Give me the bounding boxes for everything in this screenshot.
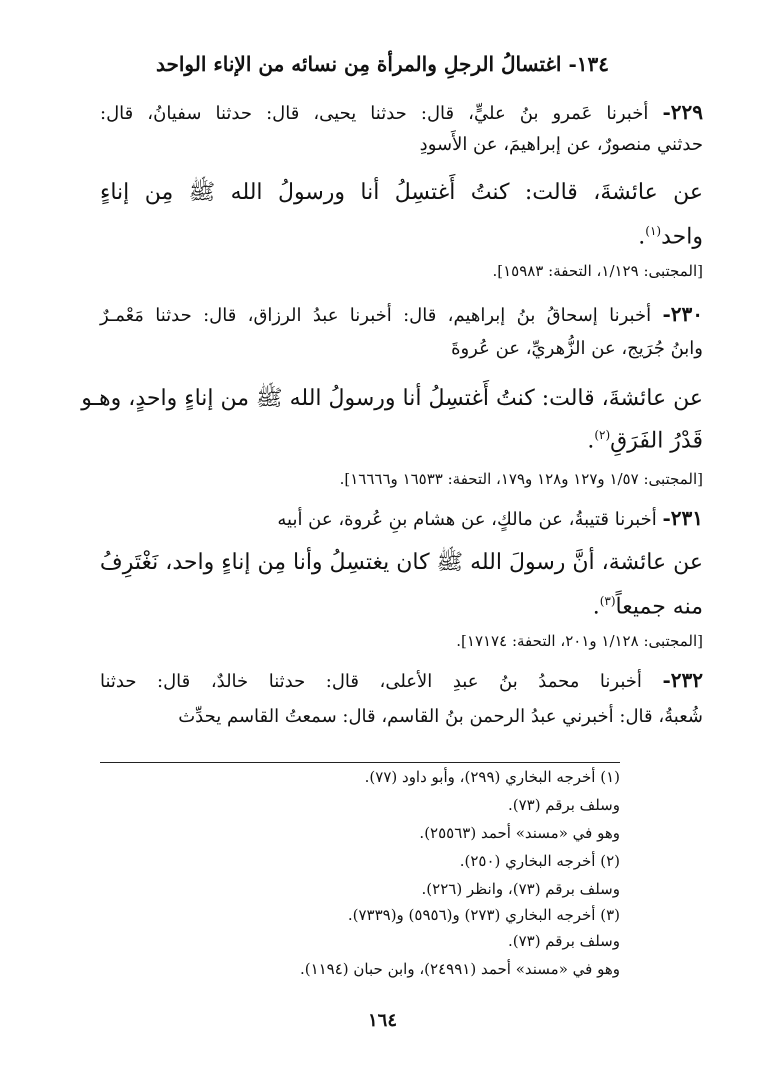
hadith-231-matn-line-2 [100, 594, 703, 621]
footnote-ref: (١) [645, 224, 662, 238]
isnad-text: أخبرنا محمدُ بنُ عبدِ الأعلى، قال: حدثنا خالدٌ، قال: حدثنا [100, 671, 642, 692]
hadith-231-matn-line-1: عن عائشة، أنَّ رسولَ الله ﷺ كان يغتسِلُ وأنا مِن إناءٍ واحد، نَغْتَرِفُ [99, 550, 703, 575]
hadith-230-matn-line-2 [100, 428, 703, 455]
matn-text: واحد [661, 224, 703, 250]
footnote-line: وهو في «مسند» أحمد (٢٤٩٩١)، وابن حبان (١١٩٤). [299, 960, 620, 978]
footnote-separator [100, 762, 620, 763]
hadith-231-reference: [المجتبى: ١/١٢٨ و٢٠١، التحفة: ١٧١٧٤]. [456, 632, 703, 650]
footnote-line: وهو في «مسند» أحمد (٢٥٥٦٣). [419, 824, 620, 842]
footnote-line: (٣) أخرجه البخاري (٢٧٣) و(٥٩٥٦) و(٧٣٣٩). [347, 906, 620, 924]
isnad-text: أخبرنا قتيبةُ، عن مالكٍ، عن هشام بنِ عُروة، عن أبيه [277, 509, 657, 530]
hadith-229-matn-line-2 [100, 224, 703, 251]
hadith-230-matn-line-1: عن عائشةَ، قالت: كنتُ أَغتسِلُ أنا ورسولُ الله ﷺ من إناءٍ واحدٍ، وهـو [81, 386, 703, 411]
footnote-line: وسلف برقم (٧٣)، وانظر (٢٢٦). [421, 880, 620, 898]
hadith-230-isnad-line-2: وابنُ جُرَيج، عن الزُّهريِّ، عن عُروةَ [451, 338, 703, 359]
footnote-ref: (٣) [599, 594, 616, 608]
hadith-229-isnad-line-1 [100, 100, 703, 125]
page-number: ١٦٤ [367, 1010, 397, 1031]
hadith-230-reference: [المجتبى: ١/٥٧ و١٢٧ و١٢٨ و١٧٩، التحفة: ١٦٥٣٣ و١٦٦٦٦]. [339, 470, 703, 488]
chapter-title: ١٣٤- اغتسالُ الرجلِ والمرأة مِن نسائه من الإناء الواحد [156, 52, 609, 76]
hadith-number: ٢٣٢- [662, 668, 703, 692]
hadith-229-matn-line-1: عن عائشةَ، قالت: كنتُ أَغتسِلُ أنا ورسولُ الله ﷺ مِن إناءٍ [100, 180, 703, 205]
hadith-232-isnad-line-2: شُعبةُ، قال: أخبرني عبدُ الرحمن بنُ القاسم، قال: سمعتُ القاسم يحدِّث [178, 706, 703, 727]
footnote-line: (١) أخرجه البخاري (٢٩٩)، وأبو داود (٧٧). [364, 768, 620, 786]
matn-end: . [587, 428, 595, 454]
isnad-text: أخبرنا عَمرو بنُ عليٍّ، قال: حدثنا يحيى، قال: حدثنا سفيانُ، قال: [100, 103, 649, 124]
footnote-ref: (٢) [594, 428, 611, 442]
hadith-229-reference: [المجتبى: ١/١٢٩، التحفة: ١٥٩٨٣]. [492, 262, 703, 280]
footnote-line: وسلف برقم (٧٣). [507, 932, 620, 950]
footnote-line: وسلف برقم (٧٣). [507, 796, 620, 814]
footnote-line: (٢) أخرجه البخاري (٢٥٠). [459, 852, 620, 870]
hadith-number: ٢٢٩- [662, 100, 703, 124]
matn-end: . [592, 594, 600, 620]
hadith-229-isnad-line-2: حدثني منصورٌ، عن إبراهيمَ، عن الأَسودِ [419, 134, 703, 155]
hadith-231-isnad-line-1 [100, 506, 703, 531]
matn-end: . [638, 224, 646, 250]
hadith-number: ٢٣١- [662, 506, 703, 530]
matn-text: قَدْرُ الفَرَقِ [610, 428, 703, 454]
hadith-230-isnad-line-1 [100, 302, 703, 327]
isnad-text: أخبرنا إسحاقُ بنُ إبراهيم، قال: أخبرنا عبدُ الرزاق، قال: حدثنا مَعْمـرٌ [100, 305, 652, 326]
hadith-number: ٢٣٠- [662, 302, 703, 326]
matn-text: منه جميعاً [615, 594, 703, 620]
hadith-232-isnad-line-1 [100, 668, 703, 693]
